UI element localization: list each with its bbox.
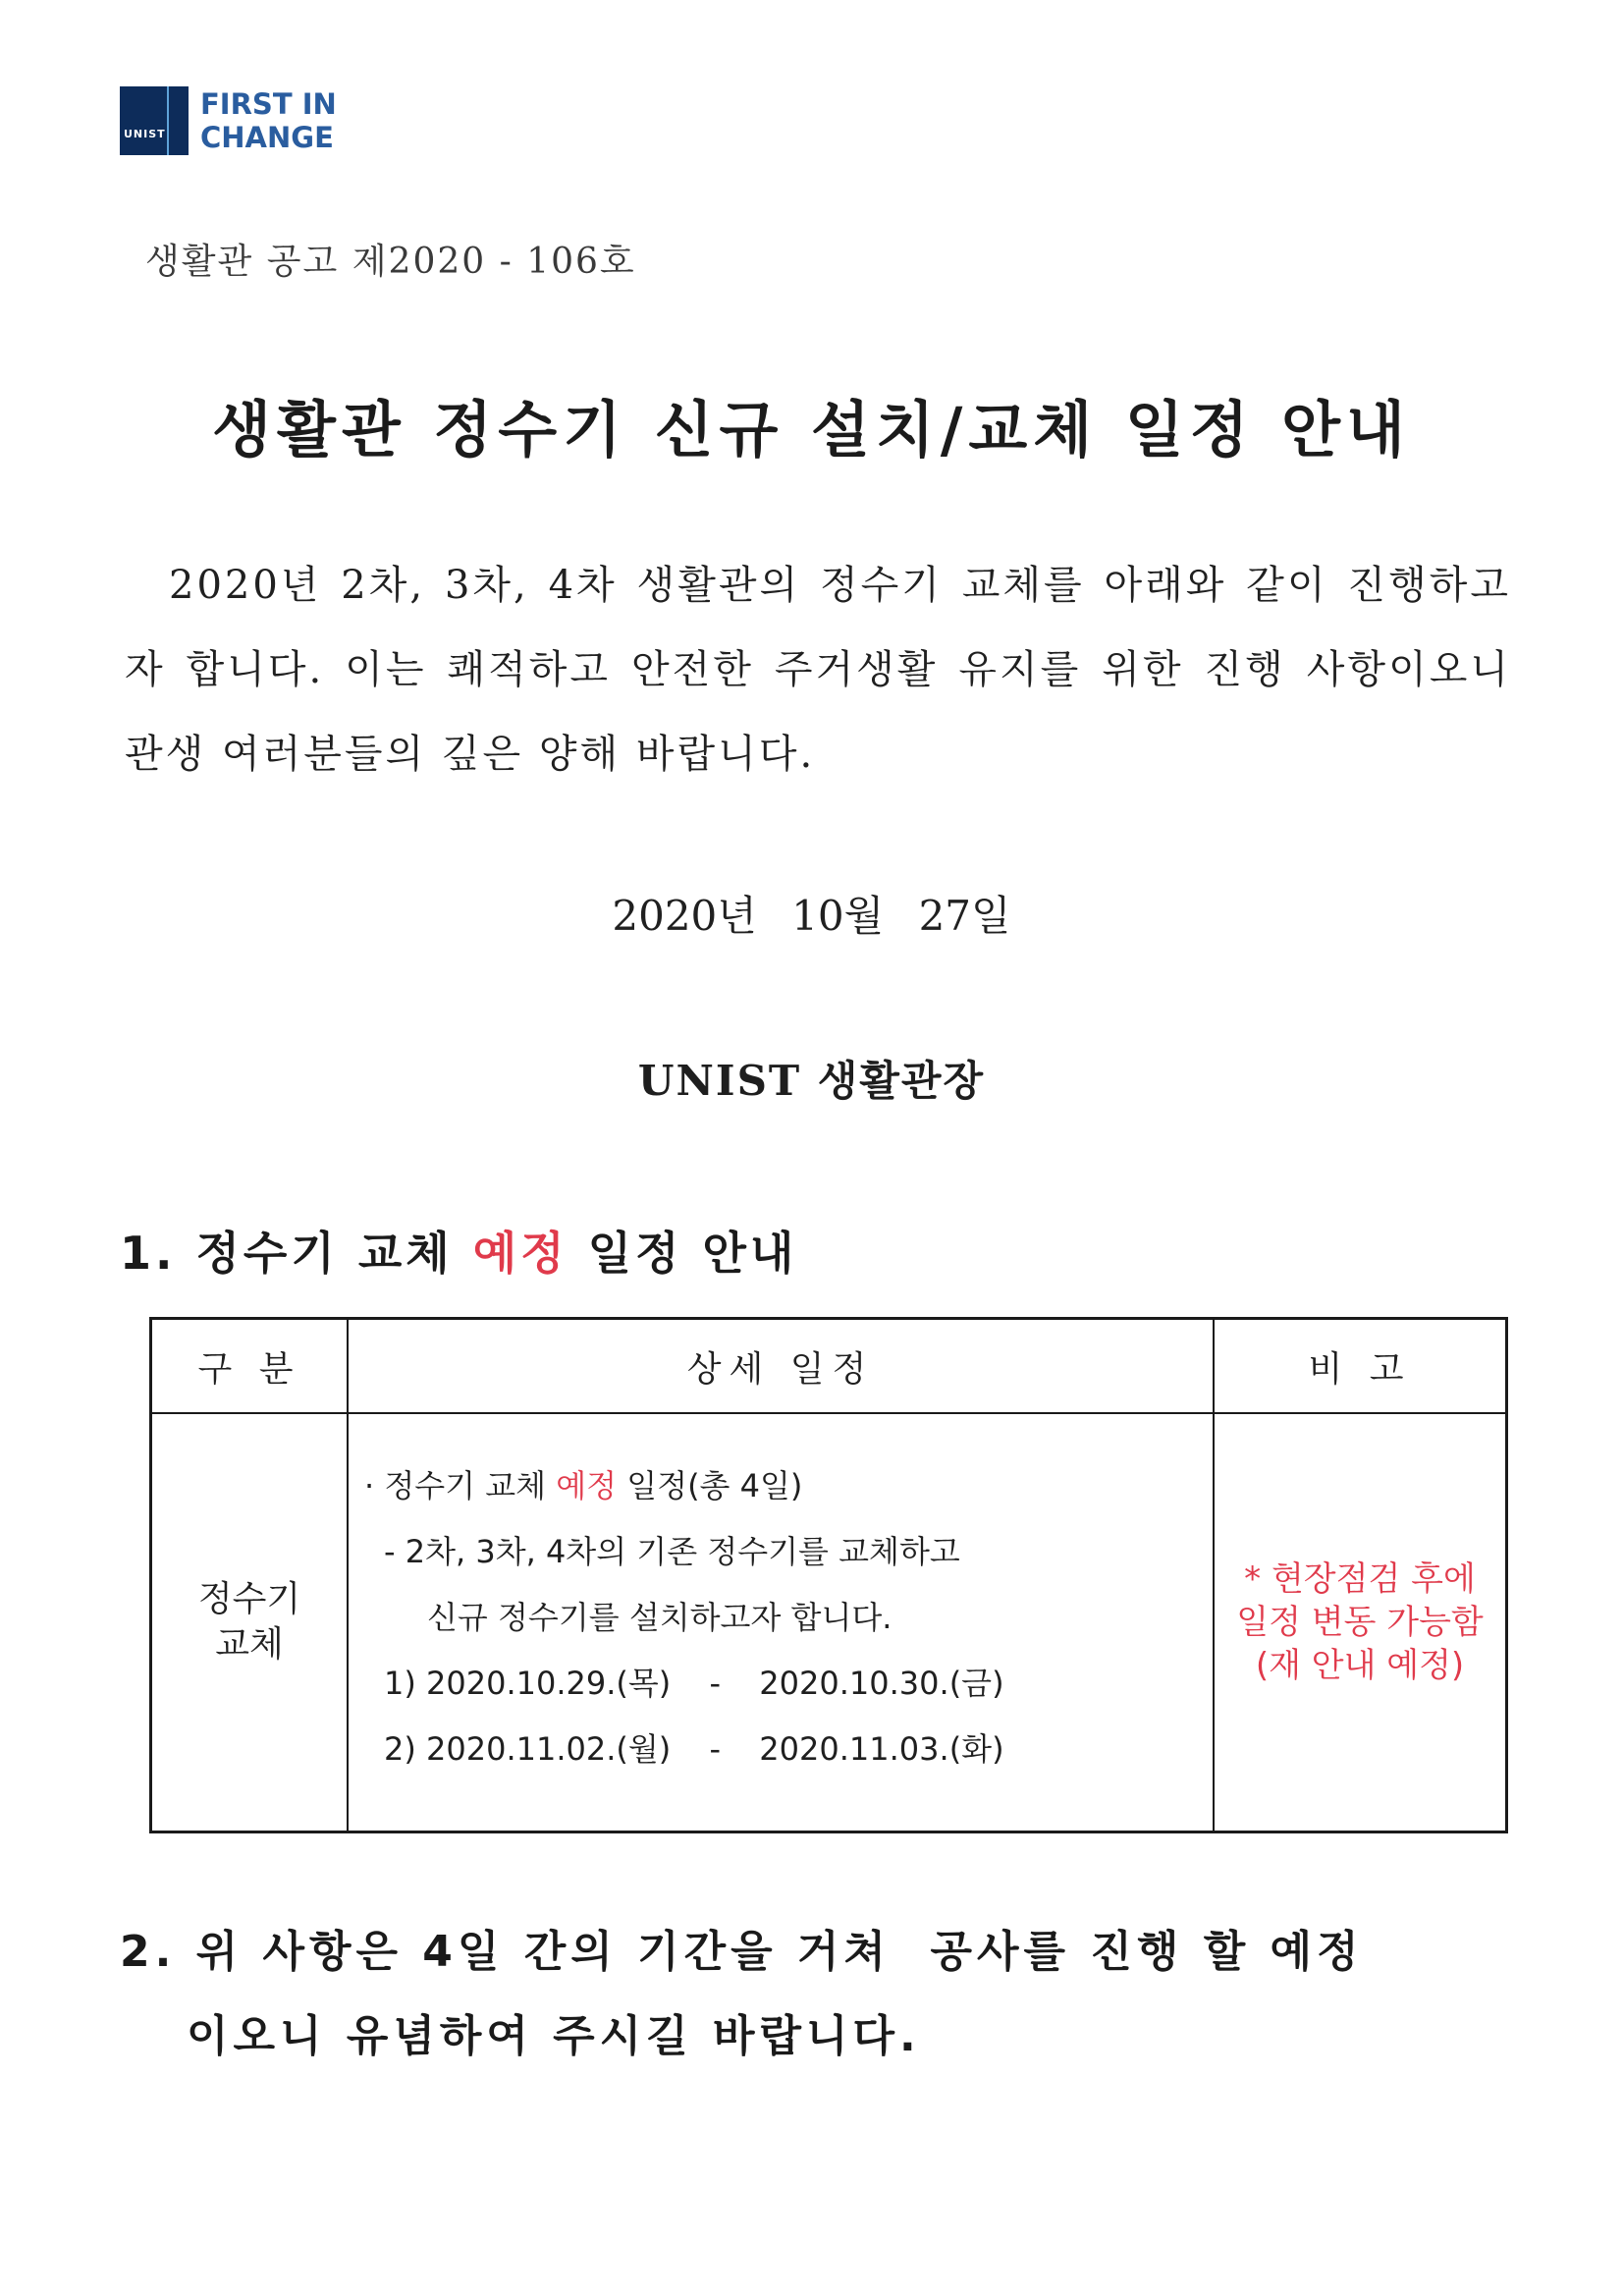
section-1-prefix: 1. 정수기 교체: [120, 1227, 473, 1280]
notice-number: 생활관 공고 제2020 - 106호: [145, 242, 636, 282]
cell-note: [1215, 1414, 1505, 1831]
category-line2: 교체: [215, 1624, 284, 1665]
range-end: 2020.10.30.(금): [759, 1665, 1004, 1702]
closing-line1: 2. 위 사항은 4일 간의 기간을 거쳐 공사를 진행 할 예정: [120, 1927, 1364, 1977]
section-1-highlight: 예정: [472, 1227, 568, 1280]
range-index: 2): [384, 1730, 416, 1768]
detail-line-3: 신규 정수기를 설치하고자 합니다.: [427, 1599, 893, 1636]
range-index: 1): [384, 1665, 416, 1702]
note-line1: * 현장점검 후에: [1244, 1559, 1476, 1599]
range-separator: -: [709, 1665, 722, 1702]
closing-line2: 이오니 유념하여 주시길 바랍니다.: [187, 2011, 921, 2061]
logo-slogan: [200, 87, 337, 154]
logo-slogan-line2: CHANGE: [200, 121, 334, 154]
detail-line1-suffix: 일정(총 4일): [617, 1467, 803, 1504]
range-separator: -: [709, 1730, 722, 1768]
section-1-suffix: 일정 안내: [568, 1227, 798, 1280]
detail-line1-highlight: 예정: [556, 1467, 618, 1504]
detail-line-2: - 2차, 3차, 4차의 기존 정수기를 교체하고: [384, 1533, 960, 1570]
detail-line-1: [364, 1453, 1213, 1519]
date-range-2: [364, 1717, 1213, 1782]
cell-detail: [349, 1414, 1213, 1831]
unist-logo: [120, 86, 337, 155]
category-line1: 정수기: [197, 1579, 301, 1619]
logo-mark-text: UNIST: [124, 128, 166, 140]
issuing-organization: UNIST 생활관장: [637, 1057, 986, 1105]
intro-paragraph: 2020년 2차, 3차, 4차 생활관의 정수기 교체를 아래와 같이 진행하고자 합니다. 이는 쾌적하고 안전한 주거생활 유지를 위한 진행 사항이오니 관생 여러분들의 깊은 양해 바랍니다.: [125, 563, 1511, 777]
section-1-heading: [120, 1218, 797, 1283]
range-start: 2020.11.02.(월): [426, 1730, 672, 1768]
note-line3: (재 안내 예정): [1255, 1646, 1465, 1685]
section-2-closing: [120, 1910, 1514, 2079]
document-title: 생활관 정수기 신규 설치/교체 일정 안내: [212, 394, 1411, 465]
detail-line1-prefix: · 정수기 교체: [364, 1467, 557, 1504]
unist-logo-mark: [120, 86, 189, 155]
date-range-1: [364, 1651, 1213, 1717]
header-detail: 상세 일정: [686, 1348, 875, 1390]
header-note: 비 고: [1308, 1348, 1412, 1390]
schedule-table: [149, 1317, 1508, 1833]
notice-date: 2020년 10월 27일: [612, 892, 1011, 940]
note-line2: 일정 변동 가능함: [1236, 1603, 1484, 1642]
range-start: 2020.10.29.(목): [426, 1665, 672, 1702]
header-category: 구 분: [197, 1348, 301, 1390]
logo-slogan-line1: FIRST IN: [200, 87, 337, 121]
cell-category: [152, 1414, 347, 1831]
range-end: 2020.11.03.(화): [759, 1730, 1004, 1768]
